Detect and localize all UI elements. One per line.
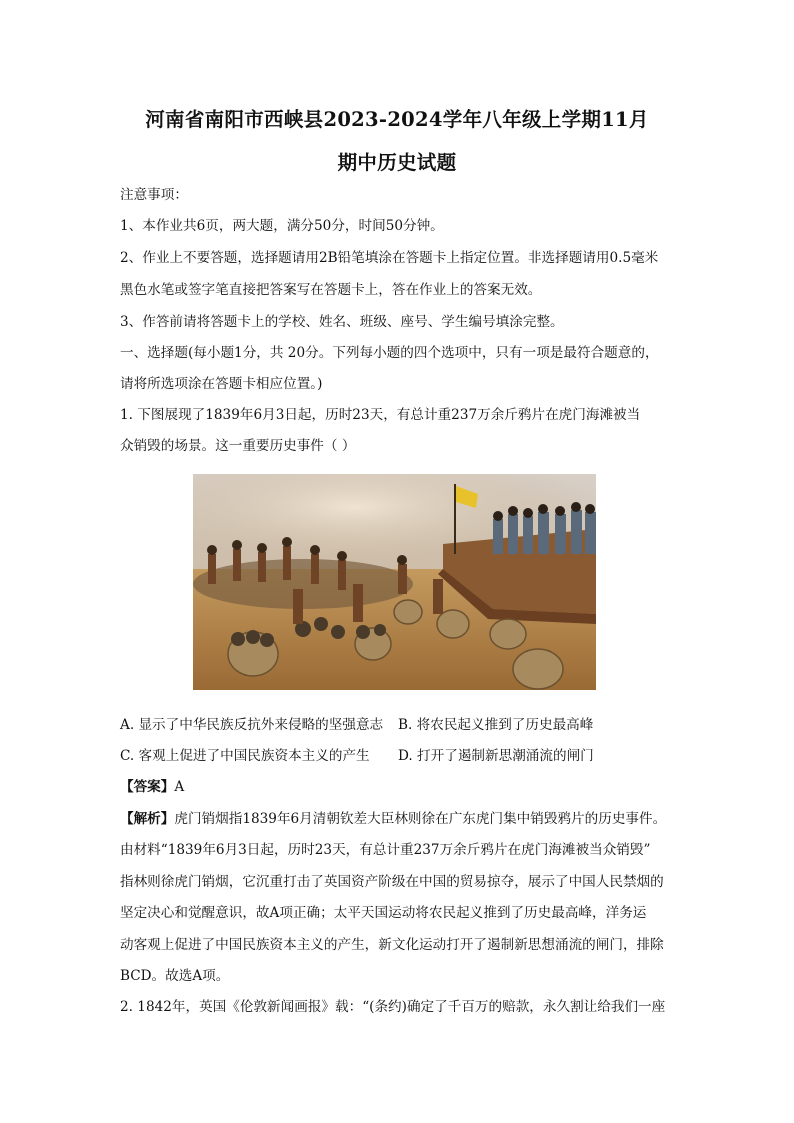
- note-2: 2、作业上不要答题，选择题请用2B铅笔填涂在答题卡上指定位置。非选择题请用0.5毫米: [120, 250, 659, 266]
- q1-option-c: C. 客观上促进了中国民族资本主义的产生: [120, 748, 370, 764]
- q1-option-b: B. 将农民起义推到了历史最高峰: [398, 717, 594, 733]
- q1-analysis-5: 动客观上促进了中国民族资本主义的产生，新文化运动打开了遏制新思想涌流的闸门，排除: [120, 937, 664, 953]
- section-heading: 一、选择题(每小题1分，共 20分。下列每小题的四个选项中，只有一项是最符合题意的，: [120, 345, 659, 361]
- opium-destruction-painting: [193, 474, 596, 690]
- notes-heading: 注意事项：: [120, 187, 188, 203]
- q1-option-a: A. 显示了中华民族反抗外来侵略的坚强意志: [120, 717, 384, 733]
- q2-stem: 2. 1842年，英国《伦敦新闻画报》载：“(条约)确定了千百万的赔款，永久割让给我们一座: [120, 999, 666, 1015]
- note-1: 1、本作业共6页，两大题，满分50分，时间50分钟。: [120, 218, 444, 234]
- note-3: 3、作答前请将答题卡上的学校、姓名、班级、座号、学生编号填涂完整。: [120, 314, 564, 330]
- answer-value: A: [174, 779, 185, 795]
- q1-analysis-6: BCD。故选A项。: [120, 968, 230, 984]
- analysis-label: 【解析】: [120, 811, 175, 827]
- note-2-cont: 黑色水笔或签字笔直接把答案写在答题卡上，答在作业上的答案无效。: [120, 282, 542, 298]
- answer-label: 【答案】: [120, 779, 175, 795]
- q1-stem-1: 1. 下图展现了1839年6月3日起，历时23天，有总计重237万余斤鸦片在虎门海滩被当: [120, 407, 641, 423]
- section-instructions: 请将所选项涂在答题卡相应位置。): [120, 376, 323, 392]
- title-line-2: 期中历史试题: [337, 151, 457, 174]
- q1-stem-2: 众销毁的场景。这一重要历史事件（ ）: [120, 438, 356, 454]
- q1-analysis-3: 指林则徐虎门销烟，它沉重打击了英国资产阶级在中国的贸易掠夺，展示了中国人民禁烟的: [120, 874, 664, 890]
- q1-analysis-1: [120, 810, 666, 828]
- q1-analysis-4: 坚定决心和觉醒意识，故A项正确；太平天国运动将农民起义推到了历史最高峰，洋务运: [120, 905, 647, 921]
- title-line-1: 河南省南阳市西峡县2023-2024学年八年级上学期11月: [145, 108, 649, 131]
- q1-analysis-2: 由材料“1839年6月3日起，历时23天，有总计重237万余斤鸦片在虎门海滩被当众销毁”: [120, 842, 651, 858]
- q1-answer: [120, 778, 184, 796]
- q1-option-d: D. 打开了遏制新思潮涌流的闸门: [398, 748, 594, 764]
- analysis-text: 虎门销烟指1839年6月清朝钦差大臣林则徐在广东虎门集中销毁鸦片的历史事件。: [174, 811, 667, 827]
